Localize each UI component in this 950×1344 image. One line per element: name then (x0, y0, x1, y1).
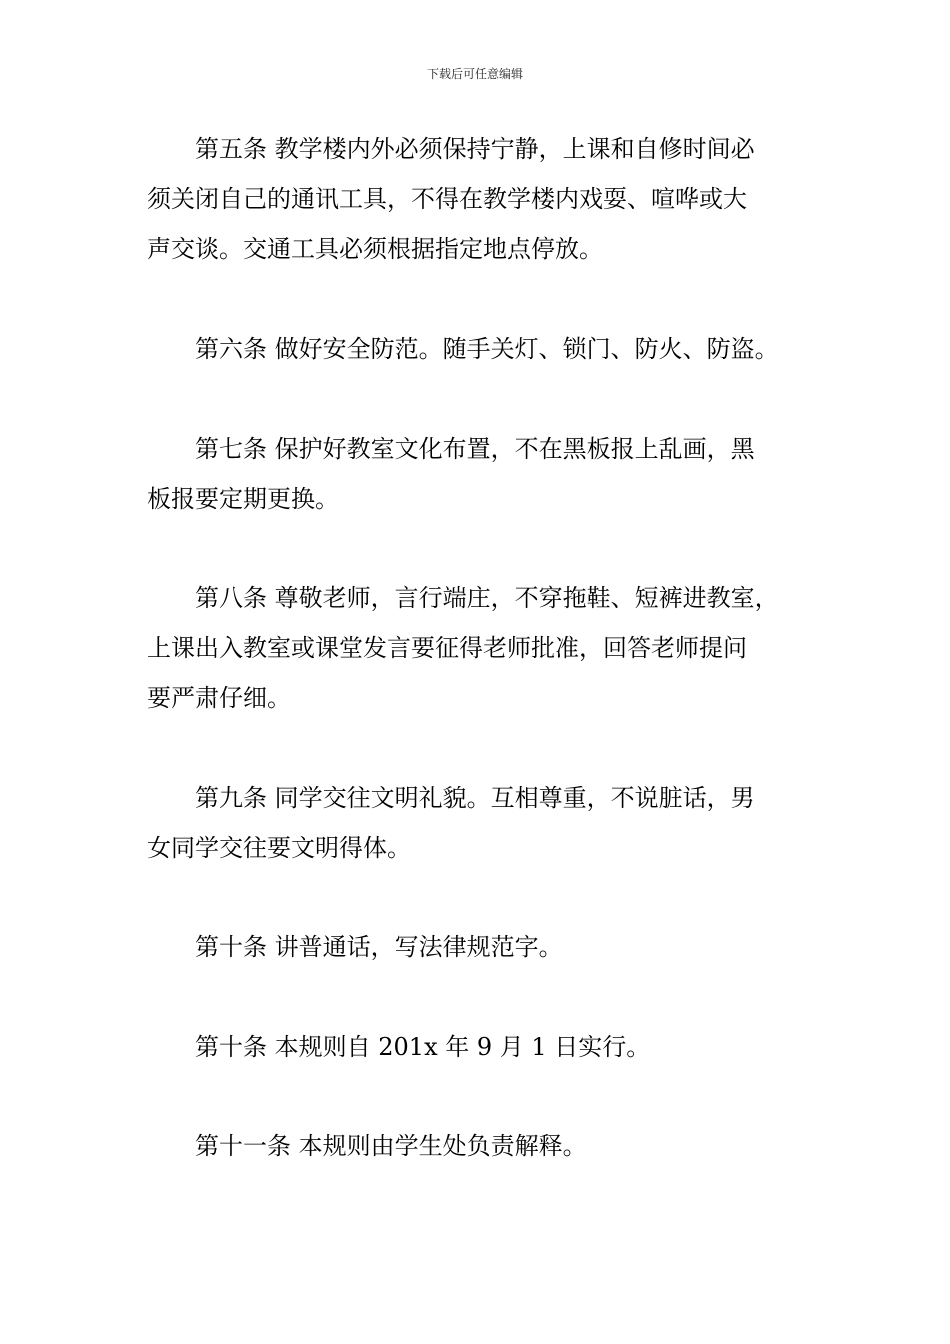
article-line: 第五条 教学楼内外必须保持宁静，上课和自修时间必 (195, 135, 755, 163)
article-line: 第七条 保护好教室文化布置，不在黑板报上乱画，黑 (195, 435, 755, 463)
article-line: 声交谈。交通工具必须根据指定地点停放。 (147, 235, 603, 263)
article-10 (147, 922, 807, 972)
article-line: 女同学交往要文明得体。 (147, 834, 411, 862)
article-line: 板报要定期更换。 (147, 485, 339, 513)
article-line: 第十条 本规则自 201x 年 9 月 1 日实行。 (195, 1033, 651, 1061)
article-line: 第十一条 本规则由学生处负责解释。 (195, 1132, 587, 1160)
article-line: 第十条 讲普通话，写法律规范字。 (195, 933, 563, 961)
article-6 (147, 324, 807, 374)
article-5 (147, 124, 807, 274)
article-line: 要严肃仔细。 (147, 684, 291, 712)
article-11 (147, 1121, 807, 1171)
article-9 (147, 773, 807, 873)
article-line: 上课出入教室或课堂发言要征得老师批准，回答老师提问 (147, 634, 747, 662)
article-8 (147, 573, 807, 723)
article-10-effective-date (147, 1022, 807, 1072)
article-line: 须关闭自己的通讯工具，不得在教学楼内戏耍、喧哗或大 (147, 185, 747, 213)
article-line: 第八条 尊敬老师，言行端庄，不穿拖鞋、短裤进教室， (195, 584, 779, 612)
page-header: 下载后可任意编辑 (426, 67, 523, 81)
article-line: 第九条 同学交往文明礼貌。互相尊重，不说脏话，男 (195, 784, 755, 812)
article-line: 第六条 做好安全防范。随手关灯、锁门、防火、防盗。 (195, 335, 779, 363)
article-7 (147, 424, 807, 524)
